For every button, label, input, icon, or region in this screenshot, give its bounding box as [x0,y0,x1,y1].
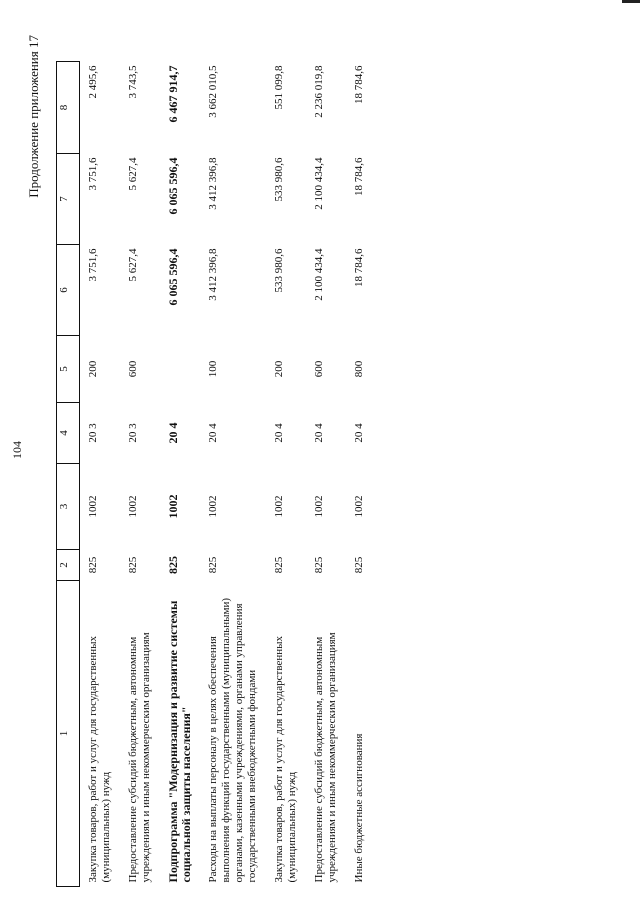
amount-column-6: 18 784,6 [353,248,365,287]
row-name: Расходы на выплаты персоналу в целях обеспечения выполнения функций государственными (муниципальными) органами, казенными учреждениями, органами управления государственными внебюджетными фондами [207,598,258,883]
row-name: Иные бюджетные ассигнования [353,733,365,883]
ministry-code: 825 [207,556,219,574]
amount-column-7: 5 627,4 [127,157,139,191]
program-code: 20 4 [273,423,285,443]
column-header-1: 1 [57,581,80,887]
amount-column-8: 18 784,6 [353,65,365,104]
expense-type-code: 200 [273,360,285,378]
ministry-code: 825 [353,556,365,574]
row-name: Предоставление субсидий бюджетным, автономным учреждениям и иным некоммерческим организациям [313,632,338,883]
column-header-3: 3 [57,464,80,550]
table-row [345,62,372,887]
column-header-2: 2 [57,550,80,581]
amount-column-7: 6 065 596,4 [166,157,180,215]
amount-column-6: 3 751,6 [87,248,99,282]
table-row-subprogram [159,62,199,887]
ministry-code: 825 [273,556,285,574]
amount-column-7: 3 751,6 [87,157,99,191]
amount-column-8: 3 662 010,5 [207,65,219,118]
amount-column-7: 533 980,6 [273,157,285,202]
amount-column-6: 5 627,4 [127,248,139,282]
column-header-4: 4 [57,403,80,464]
amount-column-8: 6 467 914,7 [166,65,180,123]
program-code: 20 3 [87,423,99,443]
amount-column-8: 551 099,8 [273,65,285,110]
column-header-6: 6 [57,245,80,336]
row-name: Предоставление субсидий бюджетным, автономным учреждениям и иным некоммерческим организациям [127,632,152,883]
ministry-code: 825 [87,556,99,574]
program-code: 20 3 [127,423,139,443]
amount-column-8: 2 236 019,8 [313,65,325,118]
program-code: 20 4 [207,423,219,443]
section-code: 1002 [207,495,219,518]
expense-type-code [159,336,199,403]
ministry-code: 825 [166,556,180,574]
column-header-5: 5 [57,336,80,403]
amount-column-7: 3 412 396,8 [207,157,219,210]
column-header-8: 8 [57,62,80,154]
budget-table [56,61,372,887]
amount-column-6: 6 065 596,4 [166,248,180,306]
section-code: 1002 [166,494,180,519]
ministry-code: 825 [313,556,325,574]
continuation-title: Продолжение приложения 17 [26,35,41,198]
ministry-code: 825 [127,556,139,574]
amount-column-8: 2 495,6 [87,65,99,99]
section-code: 1002 [353,495,365,518]
section-code: 1002 [313,495,325,518]
row-name: Подпрограмма "Модернизация и развитие системы социальной защиты населения" [166,600,193,883]
amount-column-6: 533 980,6 [273,248,285,293]
amount-column-7: 2 100 434,4 [313,157,325,210]
header-row [57,62,80,887]
amount-column-6: 2 100 434,4 [313,248,325,301]
program-code: 20 4 [353,423,365,443]
table-row [80,62,120,887]
program-code: 20 4 [313,423,325,443]
table-row [119,62,159,887]
expense-type-code: 800 [353,360,365,378]
row-name: Закупка товаров, работ и услуг для государственных (муниципальных) нужд [273,635,298,883]
expense-type-code: 600 [127,360,139,378]
expense-type-code: 600 [313,360,325,378]
page-number: 104 [10,441,24,459]
column-header-7: 7 [57,154,80,245]
section-code: 1002 [127,495,139,518]
expense-type-code: 200 [87,360,99,378]
table-row [199,62,265,887]
program-code: 20 4 [166,422,180,444]
section-code: 1002 [273,495,285,518]
table-row [305,62,345,887]
expense-type-code: 100 [207,360,219,378]
amount-column-7: 18 784,6 [353,157,365,196]
row-name: Закупка товаров, работ и услуг для государственных (муниципальных) нужд [87,635,112,883]
amount-column-6: 3 412 396,8 [207,248,219,301]
amount-column-8: 3 743,5 [127,65,139,99]
table-row [265,62,305,887]
section-code: 1002 [87,495,99,518]
